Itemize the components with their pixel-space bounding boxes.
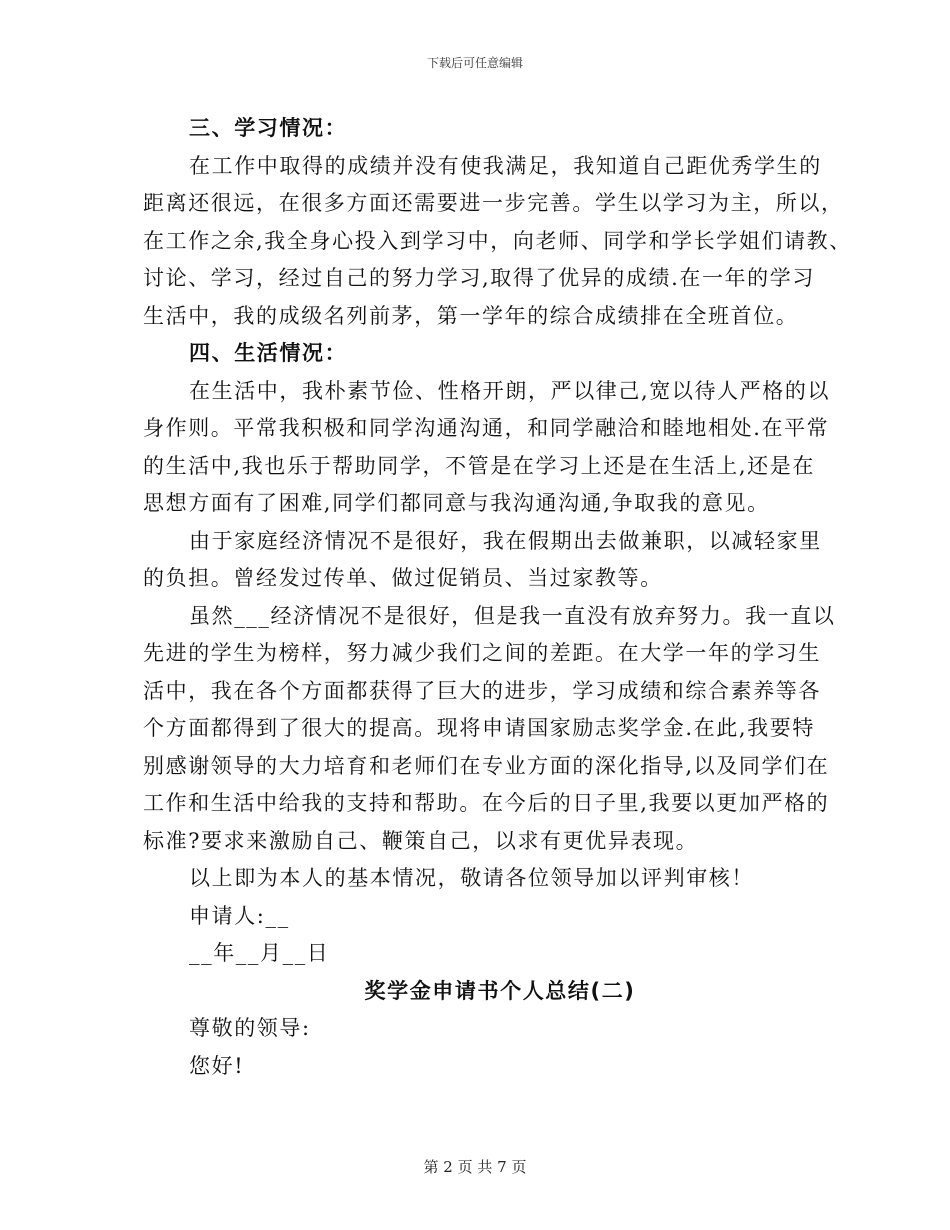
paragraph-line: 生活中，我的成级名列前茅，第一学年的综合成绩排在全班首位。	[143, 303, 799, 328]
section-heading-life: 四、生活情况：	[189, 341, 348, 365]
paragraph-line: 标准?要求来激励自己、鞭策自己，以求有更优异表现。	[143, 828, 699, 853]
paragraph-line: 的负担。曾经发过传单、做过促销员、当过家教等。	[143, 566, 663, 590]
header-note: 下载后可任意编辑	[426, 56, 523, 70]
section-title-second-summary: 奖学金申请书个人总结(二)	[364, 978, 636, 1003]
paragraph-line: 由于家庭经济情况不是很好，我在假期出去做兼职，以减轻家里	[189, 528, 822, 553]
paragraph-line: 虽然___经济情况不是很好，但是我一直没有放弃努力。我一直以	[189, 603, 836, 628]
paragraph-line: 个方面都得到了很大的提高。现将申请国家励志奖学金.在此,我要特	[143, 716, 815, 740]
paragraph-line: 工作和生活中给我的支持和帮助。在今后的日子里,我要以更加严格的	[143, 791, 830, 815]
page-number: 第 2 页 共 7 页	[423, 1158, 527, 1176]
paragraph-line: 活中，我在各个方面都获得了巨大的进步，学习成绩和综合素养等各	[143, 678, 821, 703]
paragraph-line: 在生活中，我朴素节俭、性格开朗，严以律己,宽以待人严格的以	[189, 378, 831, 403]
paragraph-line: 讨论、学习，经过自己的努力学习,取得了优异的成绩.在一年的学习	[143, 266, 815, 290]
paragraph-line: 距离还很远，在很多方面还需要进一步完善。学生以学习为主，所以，	[143, 191, 844, 215]
paragraph-line: 在工作之余,我全身心投入到学习中，向老师、同学和学长学姐们请教、	[143, 228, 852, 253]
paragraph-line: 先进的学生为榜样，努力减少我们之间的差距。在大学一年的学习生	[143, 641, 821, 665]
salutation-line: 尊敬的领导:	[189, 1016, 311, 1040]
greeting-line: 您好!	[189, 1053, 245, 1078]
closing-request-line: 以上即为本人的基本情况，敬请各位领导加以评判审核！	[189, 866, 754, 890]
paragraph-line: 身作则。平常我积极和同学沟通沟通，和同学融洽和睦地相处.在平常	[143, 416, 830, 440]
applicant-signature-line: 申请人:__	[189, 903, 290, 928]
paragraph-line: 思想方面有了困难,同学们都同意与我沟通沟通,争取我的意见。	[143, 491, 770, 515]
section-heading-study: 三、学习情况：	[189, 116, 348, 140]
paragraph-line: 别感谢领导的大力培育和老师们在专业方面的深化指导,以及同学们在	[143, 753, 830, 778]
paragraph-line: 的生活中,我也乐于帮助同学，不管是在学习上还是在生活上,还是在	[143, 453, 815, 478]
document-body	[143, 110, 852, 1085]
date-line: __年__月__日	[189, 941, 330, 965]
paragraph-line: 在工作中取得的成绩并没有使我满足，我知道自己距优秀学生的	[189, 153, 822, 178]
